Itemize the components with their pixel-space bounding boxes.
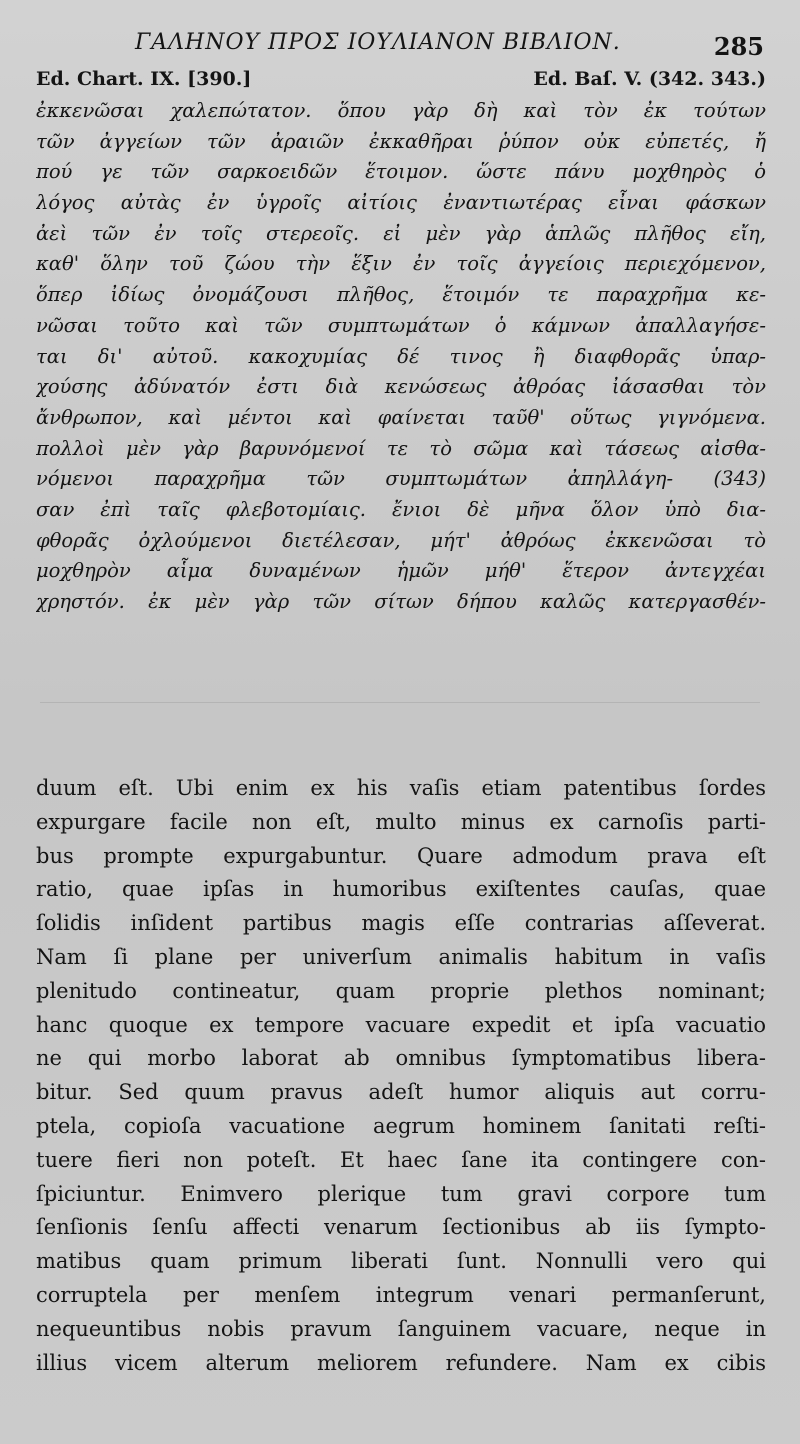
greek-text-line: χούσης ἀδύνατόν ἐστι διὰ κενώσεως ἀθρόας ἰάσασθαι τὸν bbox=[36, 375, 766, 399]
latin-text-line: illius vicem alterum meliorem refundere. Nam ex cibis bbox=[36, 1350, 766, 1375]
latin-text-line: ratio, quae ipſas in humoribus exiſtentes cauſas, quae bbox=[36, 877, 766, 902]
latin-text-line: Nam ſi plane per univerſum animalis habitum in vaſis bbox=[36, 944, 766, 969]
running-head bbox=[0, 30, 800, 64]
latin-text-line: ne qui morbo laborat ab omnibus ſymptomatibus libera- bbox=[36, 1046, 766, 1071]
greek-text-line: ὅπερ ἰδίως ὀνομάζουσι πλῆθος, ἕτοιμόν τε παραχρῆμα κε- bbox=[36, 283, 766, 307]
greek-text-line: ἄνθρωπον, καὶ μέντοι καὶ φαίνεται ταῦθ' οὕτως γιγνόμενα. bbox=[36, 405, 766, 429]
greek-text-line: μοχθηρὸν αἷμα δυναμένων ἡμῶν μήθ' ἕτερον ἀντεγχέαι bbox=[36, 559, 766, 583]
edition-reference-line bbox=[36, 68, 766, 94]
greek-text-line: σαν ἐπὶ ταῖς φλεβοτομίαις. ἔνιοι δὲ μῆνα ὅλον ὑπὸ δια- bbox=[36, 497, 766, 521]
greek-text-line: καθ' ὅλην τοῦ ζώου τὴν ἕξιν ἐν τοῖς ἀγγείοις περιεχόμενον, bbox=[36, 252, 766, 276]
latin-text-block bbox=[36, 772, 766, 1380]
greek-text-line: πολλοὶ μὲν γὰρ βαρυνόμενοί τε τὸ σῶμα καὶ τάσεως αἰσθα- bbox=[36, 436, 766, 460]
greek-text-line: νόμενοι παραχρῆμα τῶν συμπτωμάτων ἀπηλλάγη- (343) bbox=[36, 467, 766, 491]
latin-text-line: expurgare facile non eſt, multo minus ex carnoſis parti- bbox=[36, 809, 766, 834]
latin-text-line: corruptela per menſem integrum venari permanſerunt, bbox=[36, 1282, 766, 1307]
greek-text-line: πού γε τῶν σαρκοειδῶν ἕτοιμον. ὥστε πάνυ μοχθηρὸς ὁ bbox=[36, 160, 766, 184]
latin-text-line: matibus quam primum liberati ſunt. Nonnulli vero qui bbox=[36, 1249, 766, 1274]
greek-text-line: λόγος αὐτὰς ἐν ὑγροῖς αἰτίοις ἐναντιωτέρας εἶναι φάσκων bbox=[36, 191, 766, 215]
running-title: ΓΑΛΗΝΟΥ ΠΡΟΣ ΙΟΥΛΙΑΝΟΝ ΒΙΒΛΙΟΝ. bbox=[135, 30, 621, 55]
latin-text-line: bitur. Sed quum pravus adeſt humor aliquis aut corru- bbox=[36, 1080, 766, 1105]
latin-text-line: ſpiciuntur. Enimvero plerique tum gravi corpore tum bbox=[36, 1181, 766, 1206]
latin-text-line: duum eſt. Ubi enim ex his vaſis etiam patentibus ſordes bbox=[36, 776, 766, 800]
page-number: 285 bbox=[713, 32, 764, 61]
latin-text-line: bus prompte expurgabuntur. Quare admodum prava eſt bbox=[36, 843, 766, 868]
latin-text-line: nequeuntibus nobis pravum ſanguinem vacuare, neque in bbox=[36, 1316, 766, 1341]
latin-text-line: ſenſionis ſenſu affecti venarum ſectionibus ab iis ſympto- bbox=[36, 1215, 766, 1240]
greek-text-line: ἀεὶ τῶν ἐν τοῖς στερεοῖς. εἰ μὲν γὰρ ἁπλῶς πλῆθος εἴη, bbox=[36, 221, 766, 245]
edition-reference-chartier: Ed. Chart. IX. [390.] bbox=[36, 68, 252, 90]
latin-text-line: tuere fieri non poteſt. Et haec ſane ita contingere con- bbox=[36, 1147, 766, 1172]
greek-text-line: νῶσαι τοῦτο καὶ τῶν συμπτωμάτων ὁ κάμνων ἀπαλλαγήσε- bbox=[36, 313, 766, 337]
greek-text-line: τῶν ἀγγείων τῶν ἀραιῶν ἐκκαθῆραι ῥύπον οὐκ εὐπετές, ἤ bbox=[36, 129, 766, 153]
greek-text-line: ἐκκενῶσαι χαλεπώτατον. ὅπου γὰρ δὴ καὶ τὸν ἐκ τούτων bbox=[36, 99, 766, 122]
section-divider bbox=[40, 702, 760, 703]
greek-text-line: φθορᾶς ὀχλούμενοι διετέλεσαν, μήτ' ἀθρόως ἐκκενῶσαι τὸ bbox=[36, 528, 766, 552]
latin-text-line: ptela, copioſa vacuatione aegrum hominem ſanitati reſti- bbox=[36, 1113, 766, 1138]
latin-text-line: hanc quoque ex tempore vacuare expedit et ipſa vacuatio bbox=[36, 1012, 766, 1037]
greek-text-line: ται δι' αὐτοῦ. κακοχυμίας δέ τινος ἢ διαφθορᾶς ὑπαρ- bbox=[36, 344, 766, 368]
latin-text-line: ſolidis inſident partibus magis eſſe contrarias aſſeverat. bbox=[36, 911, 766, 936]
latin-text-line: plenitudo contineatur, quam proprie plethos nominant; bbox=[36, 978, 766, 1003]
edition-reference-basel: Ed. Baſ. V. (342. 343.) bbox=[533, 68, 766, 90]
greek-text-line: χρηστόν. ἐκ μὲν γὰρ τῶν σίτων δήπου καλῶς κατεργασθέν- bbox=[36, 590, 766, 613]
greek-text-block bbox=[36, 96, 766, 618]
